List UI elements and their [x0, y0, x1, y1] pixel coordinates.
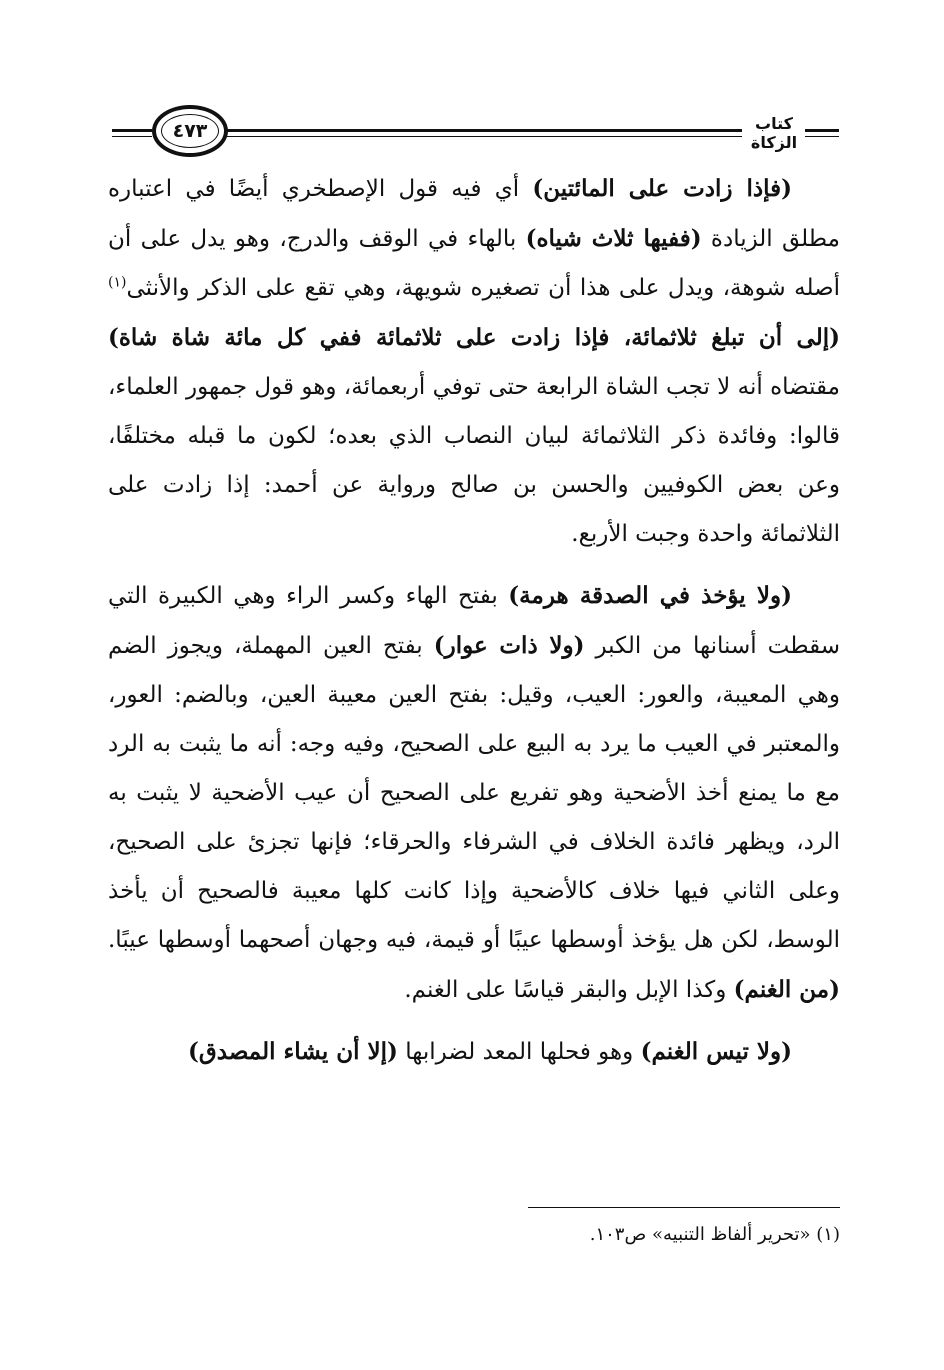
- paragraph: [108, 1027, 840, 1077]
- segment: (من الغنم): [733, 976, 840, 1003]
- page-number-badge: [152, 105, 228, 157]
- segment: بفتح العين المهملة، ويجوز الضم وهي المعيبة، والعور: العيب، وقيل: بفتح العين معيبة العين، وبالضم: العور، والمعتبر في العيب ما يرد به البيع على الصحيح، وفيه وجه: أنه ما يثبت به الرد مع ما يمنع أخذ الأضحية وهو تفريع على الصحيح أن عيب الأضحية لا يثبت به الرد، ويظهر فائدة الخلاف في الشرفاء والحرقاء؛ فإنها تجزئ على الصحيح، وعلى الثاني فيها خلاف كالأضحية وإذا كانت كلها معيبة فالصحيح أن يأخذ الوسط، لكن هل يؤخذ أوسطها عيبًا أو قيمة، فيه وجهان أصحهما أوسطها عيبًا.: [108, 633, 840, 953]
- segment: (ولا يؤخذ في الصدقة هرمة): [508, 582, 792, 609]
- segment: (ففيها ثلاث شياه): [525, 225, 702, 252]
- footnote: [400, 1220, 840, 1250]
- segment: (فإذا زادت على المائتين): [532, 175, 792, 202]
- paragraph: [108, 164, 840, 559]
- page-number: ٤٧٣: [161, 114, 219, 148]
- header-rule-right: [805, 129, 839, 137]
- segment: مقتضاه أنه لا تجب الشاة الرابعة حتى توفي أربعمائة، وهو قول جمهور العلماء، قالوا: وفائدة ذكر الثلاثمائة لبيان النصاب الذي بعده؛ لكون ما قبله مختلفًا، وعن بعض الكوفيين والحسن بن صالح ورواية عن أحمد: إذا زادت على الثلاثمائة واحدة وجبت الأربع.: [108, 374, 840, 547]
- segment: بفتح الهاء وكسر الراء وهي الكبيرة التي سقطت أسنانها من الكبر: [108, 583, 841, 659]
- segment: وهو فحلها المعد لضرابها: [397, 1039, 641, 1065]
- segment: (إلى أن تبلغ ثلاثمائة، فإذا زادت على ثلاثمائة ففي كل مائة شاة شاة): [108, 324, 840, 351]
- footnote-text: «تحرير ألفاظ التنبيه» ص١٠٣.: [589, 1224, 811, 1245]
- segment: (ولا ذات عوار): [433, 632, 585, 659]
- header-rule: [227, 129, 742, 137]
- page-header: [0, 0, 944, 170]
- header-rule-left: [112, 129, 152, 137]
- footnote-reference[interactable]: (١): [108, 274, 127, 291]
- segment: (إلا أن يشاء المصدق): [188, 1038, 398, 1065]
- segment: وكذا الإبل والبقر قياسًا على الغنم.: [404, 977, 734, 1003]
- segment: أي فيه قول الإصطخري أيضًا في اعتباره مطلق الزيادة: [108, 176, 840, 252]
- body-text: [108, 164, 840, 1077]
- footnote-separator: [528, 1207, 840, 1208]
- paragraph: [108, 571, 840, 1015]
- running-title: كتاب الزكاة: [750, 114, 798, 152]
- footnote-marker: (١): [816, 1224, 840, 1245]
- segment: (ولا تيس الغنم): [640, 1038, 792, 1065]
- segment: بالهاء في الوقف والدرج، وهو يدل على أن أصله شوهة، ويدل على هذا أن تصغيره شويهة، وهي تقع على الذكر والأنثى: [108, 226, 840, 301]
